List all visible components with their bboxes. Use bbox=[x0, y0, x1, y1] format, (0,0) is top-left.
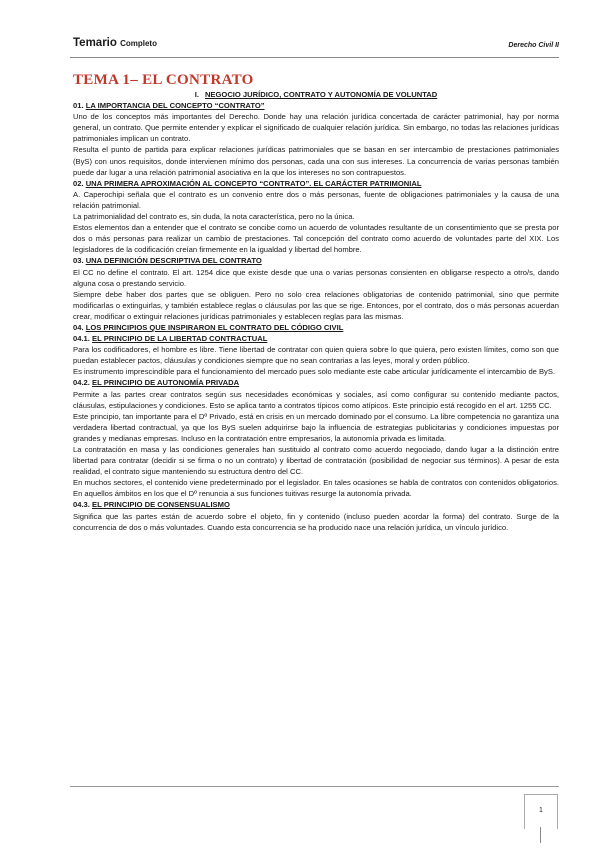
section-title: EL PRINCIPIO DE AUTONOMÍA PRIVADA bbox=[92, 378, 240, 388]
section-heading bbox=[73, 322, 559, 333]
section-paragraph: Significa que las partes están de acuerdo sobre el objeto, fin y contenido (incluso pueden acordar la forma) del contrato. Surge de la concurrencia de dos o más voluntades. Cuando esta concurrencia se ha producido nace una relación jurídica, un vínculo jurídico. bbox=[73, 511, 559, 532]
section-paragraph: Es instrumento imprescindible para el funcionamiento del mercado pues solo mediante este cabe articular jurídicamente el intercambio de ByS. bbox=[73, 367, 556, 377]
section-heading bbox=[73, 499, 559, 510]
section-number: 04.1. bbox=[73, 334, 90, 344]
section-title: UNA PRIMERA APROXIMACIÓN AL CONCEPTO “CONTRATO”. EL CARÁCTER PATRIMONIAL bbox=[85, 178, 422, 188]
chapter-title: TEMA 1– EL CONTRATO bbox=[73, 72, 254, 88]
header-divider bbox=[70, 57, 559, 58]
section-number: 03. bbox=[73, 256, 84, 266]
section-paragraph: Siempre debe haber dos partes que se obliguen. Pero no solo crea relaciones obligatorias de contenido patrimonial, sino que permite modificarlas o extinguirlas, y también establece reglas o cláusulas por las que se rige. Entonces, por el contrato, dos o más personas acuerdan crear, modificar o extinguir relaciones jurídicas patrimoniales y establecen reglas para las mismas. bbox=[73, 289, 559, 321]
section-paragraph: El CC no define el contrato. El art. 1254 dice que existe desde que una o varias personas consienten en obligarse respecto a otro/s, dando alguna cosa o prestando servicio. bbox=[73, 267, 559, 288]
section-paragraph: A. Caperochipi señala que el contrato es un convenio entre dos o más personas, fuente de obligaciones patrimoniales y la causa de una relación patrimonial. bbox=[73, 189, 559, 210]
section-title: LOS PRINCIPIOS QUE INSPIRARON EL CONTRATO DEL CÓDIGO CIVIL bbox=[85, 322, 344, 332]
section-title: UNA DEFINICIÓN DESCRIPTIVA DEL CONTRATO bbox=[85, 256, 262, 266]
chapter-subtitle bbox=[73, 89, 559, 100]
section-paragraph: En muchos sectores, el contenido viene predeterminado por el legislador. En tales ocasiones se habla de contratos con contenidos obligatorios. En aquellos ámbitos en los que el Dº renuncia a sus funciones tuitivas resurge la autonomía privada. bbox=[73, 478, 559, 499]
page-number: 1 bbox=[539, 807, 543, 814]
document-body bbox=[73, 72, 559, 533]
section-heading bbox=[73, 333, 559, 344]
section-number: 02. bbox=[73, 178, 84, 188]
section-paragraph: Resulta el punto de partida para explicar relaciones jurídicas patrimoniales que se basan en ser intercambio de prestaciones patrimoniales (ByS) con unos requisitos, donde intervienen mínimo dos personas, cada una con sus intereses. La concurrencia de varias personas también puede dar lugar a una relación patrimonial asociativa en la que los intereses no son contrapuestos. bbox=[73, 145, 559, 177]
section-paragraph: Para los codificadores, el hombre es libre. Tiene libertad de contratar con quien quiera sobre lo que quiera, pero existen límites, como son que puedan establecer pactos, cláusulas y condiciones siempre que no sean contrarias a las leyes, moral y orden público. bbox=[73, 345, 559, 366]
section-heading bbox=[73, 178, 559, 189]
section-number: 04.3. bbox=[73, 500, 90, 510]
section-paragraph: Estos elementos dan a entender que el contrato se concibe como un acuerdo de voluntades resultante de un consentimiento que se presta por dos o más personas para realizar un cambio de prestaciones. Tal concepción del contrato como acuerdo de voluntades parte del XIX. Los legisladores de la codificación creían firmemente en la igualdad y libertad del hombre. bbox=[73, 223, 559, 255]
section-heading bbox=[73, 100, 559, 111]
sections-container bbox=[73, 100, 559, 533]
subtitle-number: I. bbox=[194, 90, 199, 99]
section-heading bbox=[73, 377, 559, 388]
footer-divider bbox=[70, 786, 559, 787]
course-name: Derecho Civil II bbox=[508, 42, 559, 49]
section-heading bbox=[73, 255, 559, 266]
section-paragraph: La patrimonialidad del contrato es, sin duda, la nota característica, pero no la única. bbox=[73, 212, 355, 222]
section-paragraph: La contratación en masa y las condiciones generales han sustituido al contrato como acuerdo negociado, dando lugar a la distinción entre libertad para contratar (decidir si se firma o no un contrato) y libertad de contratación (posibilidad de negociar sus términos). A pesar de esta realidad, el contrato sigue manteniendo su estructura dentro del CC. bbox=[73, 445, 559, 477]
subtitle-text: NEGOCIO JURÍDICO, CONTRATO Y AUTONOMÍA DE VOLUNTAD bbox=[204, 90, 438, 99]
section-title: EL PRINCIPIO DE CONSENSUALISMO bbox=[92, 500, 230, 510]
section-number: 04.2. bbox=[73, 378, 90, 388]
section-title: LA IMPORTANCIA DEL CONCEPTO “CONTRATO” bbox=[85, 101, 265, 111]
section-paragraph: Uno de los conceptos más importantes del Derecho. Donde hay una relación jurídica concertada de carácter patrimonial, hay por norma general, un contrato. Que permite entender y explicar el significado de cualquier relación jurídica. Sin embargo, no todas las relaciones jurídicas patrimoniales implican un contrato. bbox=[73, 112, 559, 144]
title-main: Temario bbox=[73, 37, 117, 49]
section-paragraph: Este principio, tan importante para el Dº Privado, está en crisis en un mercado dominado por el consumo. La libre competencia no garantiza una verdadera libertad contractual, ya que los ByS suelen adquirirse bajo la influencia de estrategias publicitarias y condiciones impuestas por grandes y medianas empresas. Incluso en la contratación entre empresarios, la autonomía privada es limitada. bbox=[73, 411, 559, 443]
section-title: EL PRINCIPIO DE LA LIBERTAD CONTRACTUAL bbox=[92, 334, 268, 344]
title-small: Completo bbox=[120, 39, 157, 48]
section-paragraph: Permite a las partes crear contratos según sus necesidades económicas y sociales, así como configurar su contenido mediante pactos, cláusulas, estipulaciones y condiciones. Esto se aplica tanto a contratos típicos como atípicos. Este principio está recogido en el art. 1255 CC. bbox=[73, 389, 559, 410]
page-number-box bbox=[524, 794, 558, 829]
section-number: 01. bbox=[73, 101, 84, 111]
page-header bbox=[73, 37, 559, 57]
page-number-tick bbox=[540, 827, 541, 843]
section-number: 04. bbox=[73, 322, 84, 332]
document-title bbox=[73, 37, 157, 49]
